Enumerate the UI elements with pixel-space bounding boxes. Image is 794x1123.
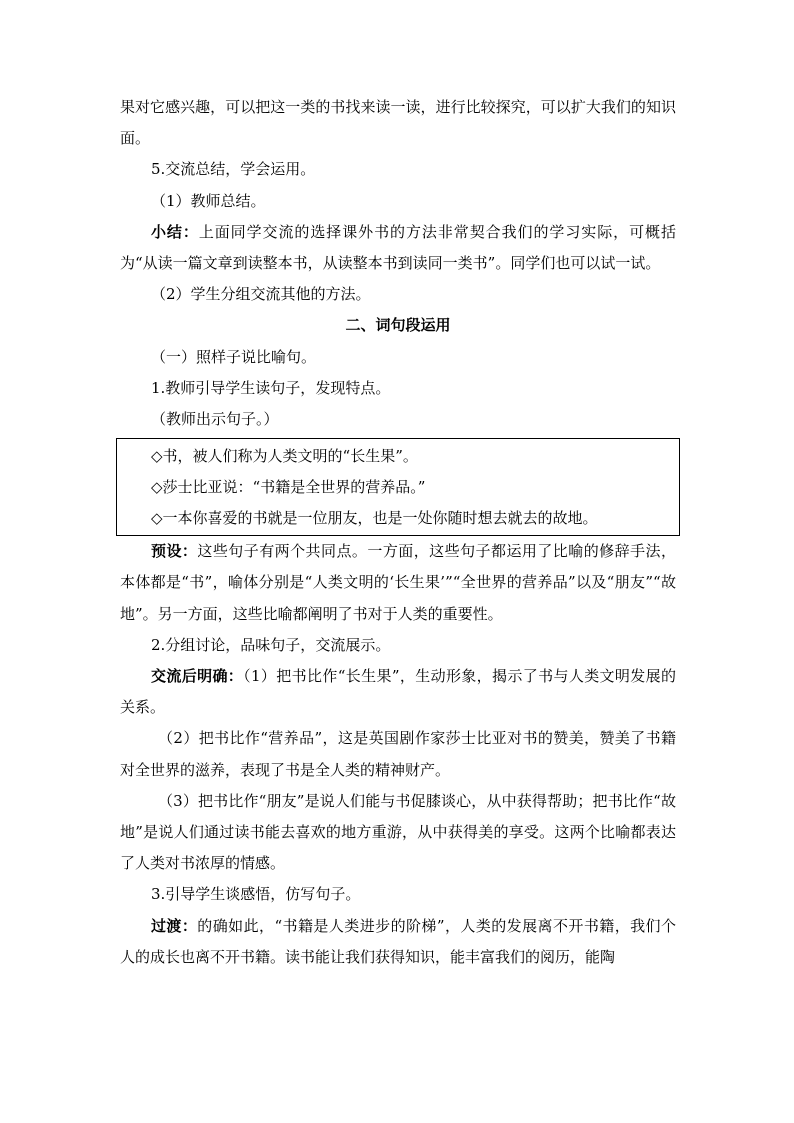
- conclusion-paragraph: [120, 661, 676, 723]
- step-heading: 5.交流总结，学会运用。: [151, 160, 316, 179]
- transition-paragraph: [120, 911, 676, 973]
- example-sentences-box: [116, 438, 680, 536]
- sub-step: （2）学生分组交流其他的方法。: [151, 285, 371, 304]
- note: （教师出示句子。）: [151, 410, 279, 429]
- example-sentence: ◇莎士比亚说：“书籍是全世界的营养品。”: [151, 478, 426, 497]
- sub-section: （一）照样子说比喻句。: [151, 347, 317, 366]
- conclusion-text: （1）把书比作“长生果”，生动形象，揭示了书与人类文明发展的关系。: [120, 667, 676, 717]
- summary-label: 小结：: [151, 222, 199, 241]
- step-heading: 1.教师引导学生读句子，发现特点。: [151, 378, 391, 397]
- paragraph: （3）把书比作“朋友”是说人们能与书促膝谈心，从中获得帮助；把书比作“故地”是说人们通过读书能去喜欢的地方重游，从中获得美的享受。这两个比喻都表达了人类对书浓厚的情感。: [120, 791, 676, 873]
- document-body: [120, 92, 676, 973]
- step-heading: 3.引导学生谈感悟，仿写句子。: [151, 885, 361, 904]
- example-sentence: ◇书，被人们称为人类文明的“长生果”。: [151, 447, 418, 466]
- example-sentence: ◇一本你喜爱的书就是一位朋友，也是一处你随时想去就去的故地。: [151, 509, 598, 528]
- preset-text: 这些句子有两个共同点。一方面，这些句子都运用了比喻的修辞手法，本体都是“书”，喻体分别是“人类文明的‘长生果’”“全世界的营养品”以及“朋友”“故地”。另一方面，这些比喻都阐明了书对于人类的重要性。: [120, 542, 676, 623]
- sub-step: （1）教师总结。: [151, 191, 266, 210]
- section-heading: 二、词句段运用: [345, 316, 451, 335]
- summary-text: 上面同学交流的选择课外书的方法非常契合我们的学习实际，可概括为“从读一篇文章到读整本书，从读整本书到读同一类书”。同学们也可以试一试。: [120, 222, 676, 273]
- transition-label: 过渡：: [151, 916, 198, 935]
- transition-text: 的确如此，“书籍是人类进步的阶梯”，人类的发展离不开书籍，我们个人的成长也离不开书籍。读书能让我们获得知识，能丰富我们的阅历，能陶: [120, 916, 676, 966]
- step-heading: 2.分组讨论，品味句子，交流展示。: [151, 635, 391, 654]
- paragraph: 果对它感兴趣，可以把这一类的书找来读一读，进行比较探究，可以扩大我们的知识面。: [120, 98, 676, 148]
- summary-paragraph: [120, 217, 676, 279]
- conclusion-label: 交流后明确：: [151, 667, 244, 686]
- paragraph: （2）把书比作“营养品”，这是英国剧作家莎士比亚对书的赞美，赞美了书籍对全世界的滋养，表现了书是全人类的精神财产。: [120, 729, 676, 779]
- preset-label: 预设：: [151, 542, 198, 561]
- preset-paragraph: [120, 536, 676, 630]
